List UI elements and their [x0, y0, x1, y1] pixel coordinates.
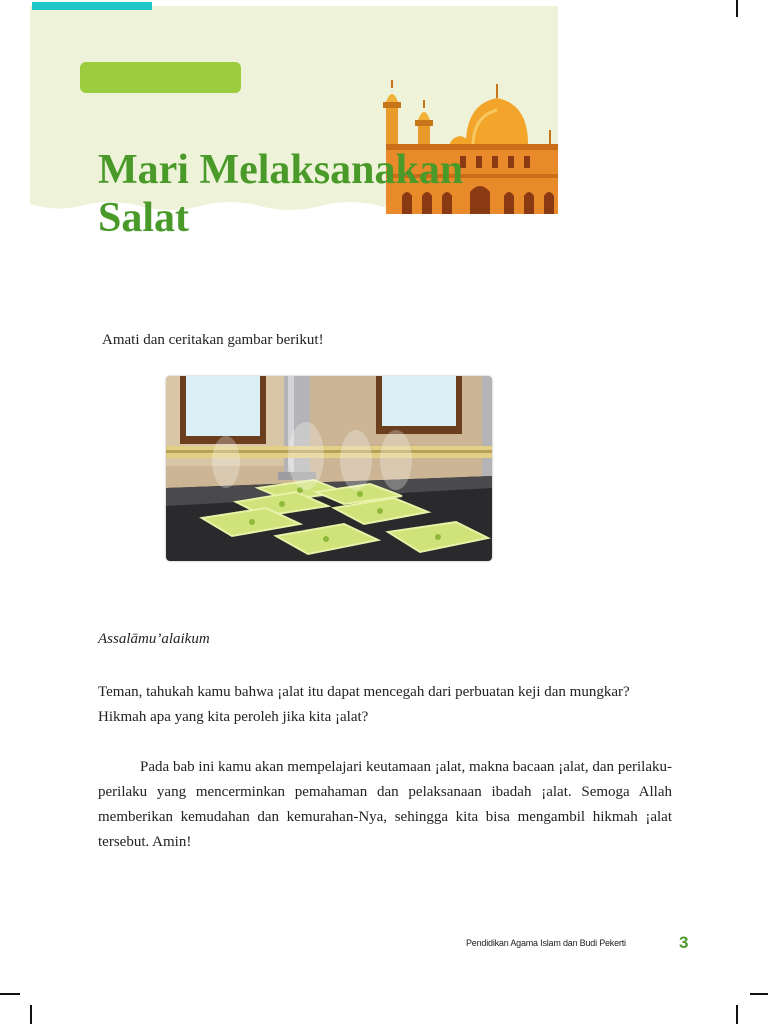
chapter-pill: [80, 62, 241, 93]
crop-mark: [736, 1005, 738, 1024]
title-line-2: Salat: [98, 195, 190, 241]
crop-mark: [736, 0, 738, 17]
crop-mark: [0, 993, 20, 995]
page-number: 3: [679, 933, 689, 952]
intro-paragraph: Teman, tahukah kamu bahwa ¡alat itu dapat mencegah dari perbuatan keji dan mungkar? Hikmah apa yang kita peroleh jika kita ¡alat?: [98, 684, 630, 725]
prayer-room-illustration-icon: [166, 376, 492, 561]
footer-book-title: Pendidikan Agama Islam dan Budi Pekerti: [466, 938, 626, 948]
crop-mark: [30, 1005, 32, 1024]
prayer-room-illustration: [166, 376, 492, 561]
greeting-text: Assalāmu’alaikum: [98, 631, 210, 647]
crop-mark: [750, 993, 768, 995]
top-tag: [32, 2, 152, 10]
title-line-1: Mari Melaksanakan: [98, 147, 464, 193]
instruction-text: Amati dan ceritakan gambar berikut!: [102, 332, 324, 348]
page-title: [98, 146, 463, 242]
chapter-paragraph: Pada bab ini kamu akan mempelajari keutamaan ¡alat, makna bacaan ¡alat, dan perilaku-perilaku yang mencerminkan pemahaman dan pelaksanaan ibadah ¡alat. Semoga Allah memberikan kemudahan dan kemurahan-Nya, sehingga kita bisa mengambil hikmah ¡alat tersebut. Amin!: [98, 759, 672, 850]
